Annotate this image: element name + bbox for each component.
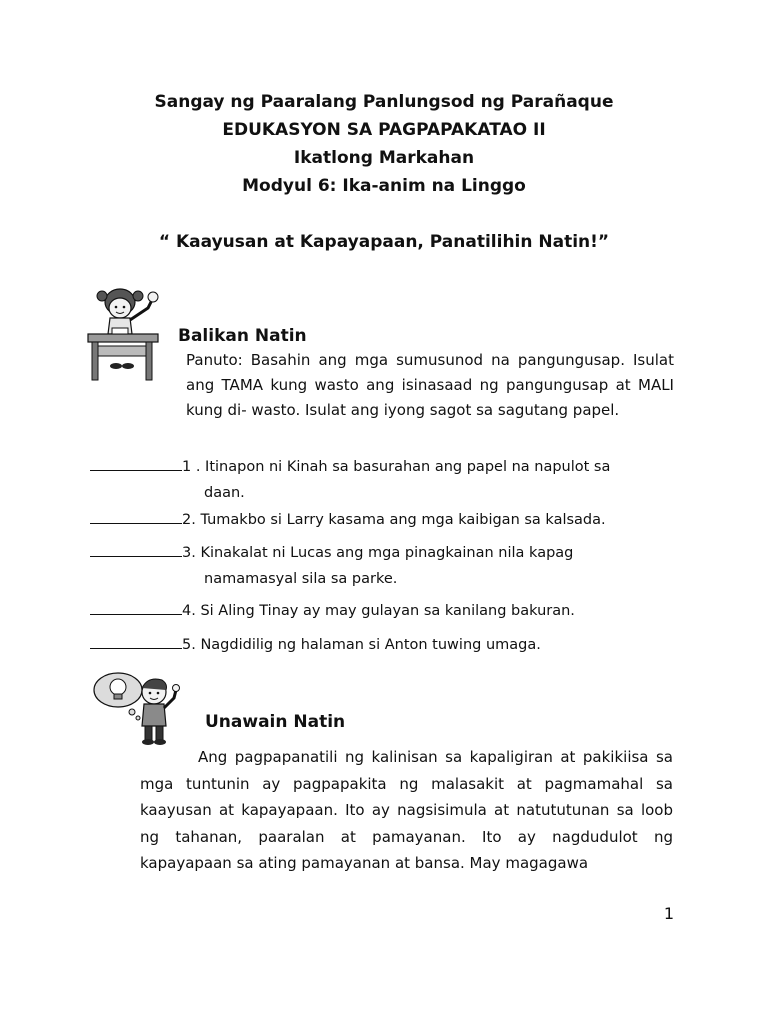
module-label: Modyul 6: Ika-anim na Linggo (242, 176, 526, 196)
item-continuation: namamasyal sila sa parke. (204, 571, 398, 587)
list-item (90, 540, 690, 592)
item-text: 2. Tumakbo si Larry kasama ang mga kaibigan sa kalsada. (182, 512, 606, 528)
section-title-unawain: Unawain Natin (205, 712, 346, 732)
list-item (90, 507, 690, 533)
answer-blank[interactable] (90, 456, 182, 471)
section-title-balikan: Balikan Natin (178, 326, 307, 346)
lesson-paragraph (140, 744, 673, 877)
lesson-paragraph-text: Ang pagpapanatili ng kalinisan sa kapaligiran at pakikiisa sa mga tuntunin ay pagpapakita ng malasakit at pagmamahal sa kaayusan at kapayapaan. Ito ay nagsisimula at natututunan sa loob ng tahanan, paaralan at pamayanan. Ito ay nagdudulot ng kapayapaan sa ating pamayanan at bansa. May magagawa (140, 748, 673, 872)
module-theme-quote: “ Kaayusan at Kapayapaan, Panatilihin Natin!” (158, 232, 610, 252)
answer-blank[interactable] (90, 542, 182, 557)
subject-title: EDUKASYON SA PAGPAPAKATAO II (222, 120, 546, 140)
answer-blank[interactable] (90, 634, 182, 649)
item-text: 4. Si Aling Tinay ay may gulayan sa kanilang bakuran. (182, 603, 575, 619)
page-number: 1 (663, 904, 674, 923)
item-text: 5. Nagdidilig ng halaman si Anton tuwing umaga. (182, 637, 541, 653)
list-item (90, 454, 690, 506)
girl-at-desk-illustration (86, 286, 174, 382)
division-name: Sangay ng Paaralang Panlungsod ng Parañaque (154, 92, 614, 112)
list-item (90, 598, 690, 624)
item-continuation: daan. (204, 485, 245, 501)
instructions-paragraph: Panuto: Basahin ang mga sumusunod na pangungusap. Isulat ang TAMA kung wasto ang isinasaad ng pangungusap at MALI kung di- wasto. Isulat ang iyong sagot sa sagutang papel. (186, 351, 674, 419)
quarter-label: Ikatlong Markahan (293, 148, 475, 168)
item-text: 1 . Itinapon ni Kinah sa basurahan ang papel na napulot sa (182, 459, 611, 475)
list-item (90, 632, 690, 658)
item-text: 3. Kinakalat ni Lucas ang mga pinagkainan nila kapag (182, 545, 574, 561)
boy-lightbulb-illustration (92, 670, 186, 748)
answer-blank[interactable] (90, 600, 182, 615)
answer-blank[interactable] (90, 509, 182, 524)
